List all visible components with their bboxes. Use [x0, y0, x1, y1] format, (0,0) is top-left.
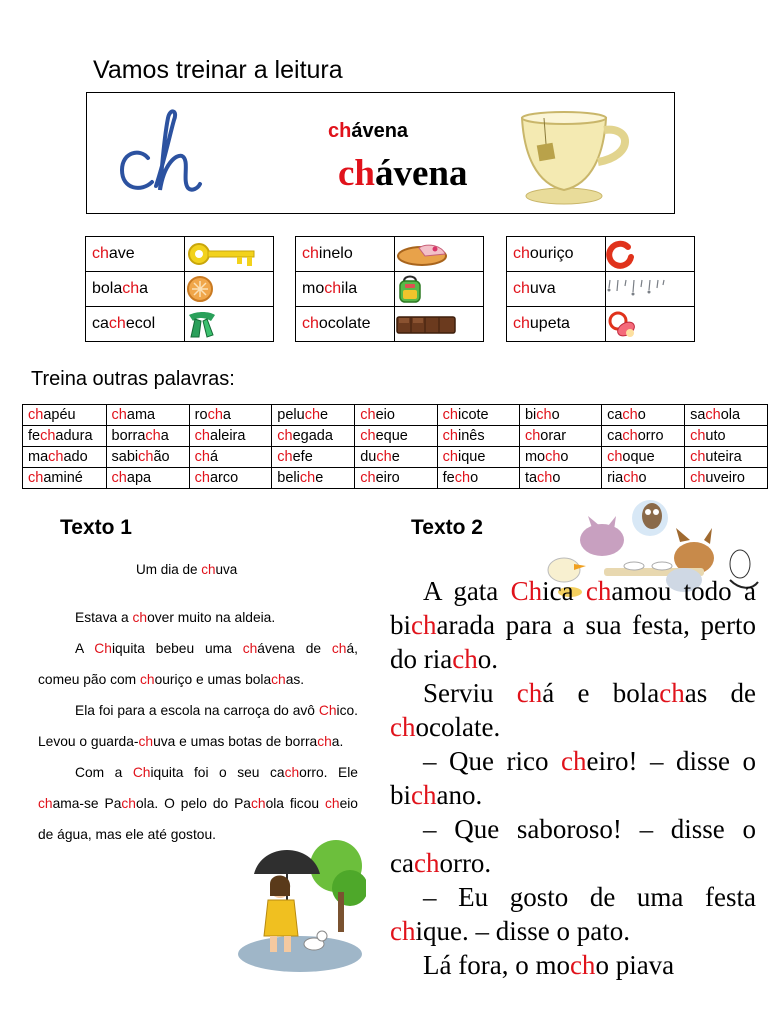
texto2-heading: Texto 2	[411, 516, 483, 539]
cookie-icon	[185, 272, 274, 307]
chocolate-bar-icon	[395, 307, 484, 342]
word-grid	[22, 404, 768, 489]
word-cell: chapéu	[23, 405, 107, 426]
word-cell: chaminé	[23, 468, 107, 489]
word-cell: riacho	[602, 468, 685, 489]
paragraph: – Eu gosto de uma festa chique. – disse o pato.	[390, 882, 756, 946]
table-row	[23, 468, 768, 489]
word-cell: chaleira	[189, 426, 272, 447]
word-cell: chuto	[685, 426, 768, 447]
rain-icon	[606, 272, 695, 307]
paragraph: Com a Chiquita foi o seu cachorro. Ele chama-se Pachola. O pelo do Pachola ficou cheio de água, mas ele até gostou.	[38, 765, 358, 842]
paragraph: – Que rico cheiro! – disse o bichano.	[390, 746, 756, 810]
table-row	[86, 307, 274, 342]
backpack-icon	[395, 272, 484, 307]
word-cell: chuveiro	[685, 468, 768, 489]
word-cell: chá	[189, 447, 272, 468]
word-cell: bolacha	[86, 272, 185, 307]
key-icon	[185, 237, 274, 272]
word-cell: machado	[23, 447, 107, 468]
word-cell: cachecol	[86, 307, 185, 342]
sausage-ring-icon	[606, 237, 695, 272]
texto2-body	[390, 574, 756, 982]
word-cell: cachorro	[602, 426, 685, 447]
word-table-3	[506, 236, 695, 342]
table-row	[507, 307, 695, 342]
word-cell: cheiro	[355, 468, 437, 489]
texto1-title: Um dia de chuva	[136, 562, 238, 577]
section-subtitle: Treina outras palavras:	[31, 368, 235, 390]
word-cell: borracha	[106, 426, 189, 447]
word-cell: chave	[86, 237, 185, 272]
word-cell: mocho	[519, 447, 601, 468]
word-cell: chinês	[437, 426, 519, 447]
word-cell: bicho	[519, 405, 601, 426]
table-row	[507, 237, 695, 272]
word-cell: chocolate	[296, 307, 395, 342]
word-cell: rocha	[189, 405, 272, 426]
word-cell: cheque	[355, 426, 437, 447]
word-cell: peluche	[272, 405, 355, 426]
word-cell: tacho	[519, 468, 601, 489]
word-cell: chama	[106, 405, 189, 426]
word-cell: fecho	[437, 468, 519, 489]
word-cell: chupeta	[507, 307, 606, 342]
word-cell: mochila	[296, 272, 395, 307]
word-cell: sachola	[685, 405, 768, 426]
pacifier-icon	[606, 307, 695, 342]
paragraph: Estava a chover muito na aldeia.	[75, 610, 276, 625]
table-row	[86, 237, 274, 272]
word-cell: cheio	[355, 405, 437, 426]
table-row	[296, 272, 484, 307]
word-cell: chorar	[519, 426, 601, 447]
word-cell: choque	[602, 447, 685, 468]
texto1-body	[38, 602, 358, 850]
paragraph: Ela foi para a escola na carroça do avô Chico. Levou o guarda-chuva e umas botas de borracha.	[38, 703, 358, 749]
paragraph: – Que saboroso! – disse o cachorro.	[390, 814, 756, 878]
word-cell: duche	[355, 447, 437, 468]
table-row	[23, 447, 768, 468]
table-row	[507, 272, 695, 307]
texto1-heading: Texto 1	[60, 516, 132, 539]
table-row	[23, 426, 768, 447]
word-cell: sabichão	[106, 447, 189, 468]
hero-word-big: chávena	[338, 153, 468, 194]
table-row	[23, 405, 768, 426]
table-row	[296, 237, 484, 272]
paragraph: Lá fora, o mocho piava	[423, 950, 675, 980]
word-cell: chapa	[106, 468, 189, 489]
hero-word-small: chávena	[328, 120, 409, 142]
page-title: Vamos treinar a leitura	[93, 56, 343, 84]
word-cell: beliche	[272, 468, 355, 489]
word-cell: chefe	[272, 447, 355, 468]
word-cell: chinelo	[296, 237, 395, 272]
slipper-icon	[395, 237, 484, 272]
paragraph: Serviu chá e bolachas de chocolate.	[390, 678, 756, 742]
word-table-2	[295, 236, 484, 342]
paragraph: A gata Chica chamou todo a bicharada para a sua festa, perto do riacho.	[390, 576, 756, 674]
word-cell: chouriço	[507, 237, 606, 272]
paragraph: A Chiquita bebeu uma chávena de chá, comeu pão com chouriço e umas bolachas.	[38, 641, 358, 687]
word-table-1	[85, 236, 274, 342]
scarf-icon	[185, 307, 274, 342]
word-cell: charco	[189, 468, 272, 489]
word-cell: chicote	[437, 405, 519, 426]
teacup-icon	[514, 104, 638, 208]
girl-umbrella-illustration	[232, 836, 366, 976]
cursive-ch-letters	[112, 104, 204, 196]
word-cell: chuva	[507, 272, 606, 307]
word-cell: cacho	[602, 405, 685, 426]
table-row	[86, 272, 274, 307]
word-cell: fechadura	[23, 426, 107, 447]
word-cell: chuteira	[685, 447, 768, 468]
word-cell: chique	[437, 447, 519, 468]
table-row	[296, 307, 484, 342]
word-cell: chegada	[272, 426, 355, 447]
